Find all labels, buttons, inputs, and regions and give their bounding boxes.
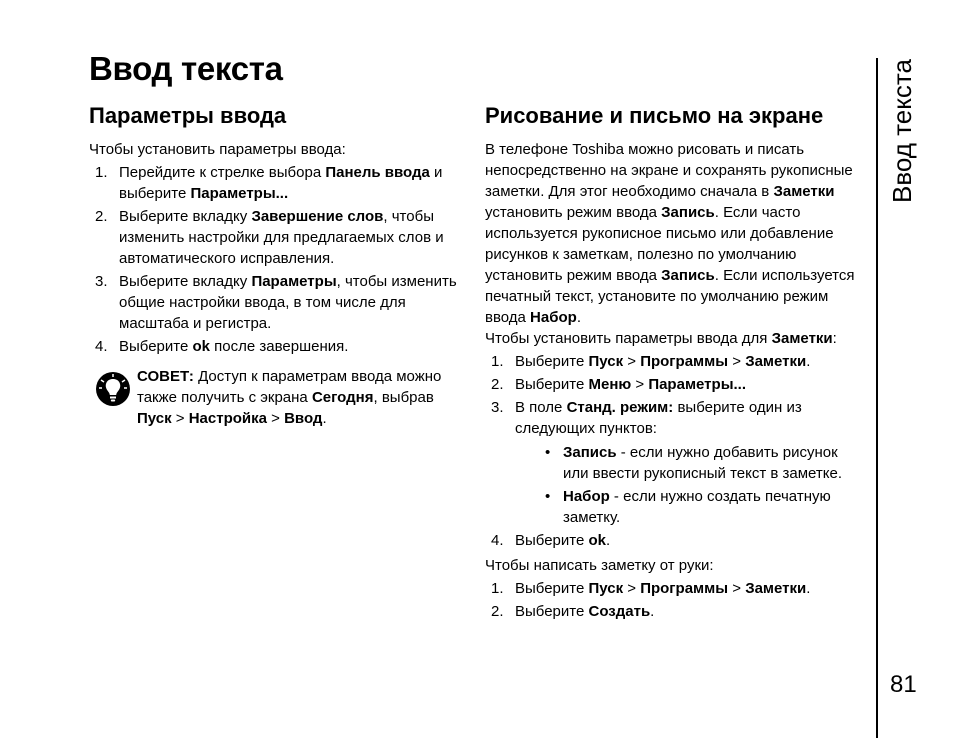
- list-item: [485, 397, 863, 528]
- para-text: В телефоне Toshiba можно рисовать и писать непосредственно на экране и сохранять рукописные заметки. Для этог необходимо сначала в: [485, 141, 853, 200]
- tip-bold: Ввод: [284, 410, 323, 427]
- tip-text: .: [322, 410, 327, 427]
- step-text: Выберите: [515, 603, 589, 620]
- list-item: [485, 578, 863, 599]
- bullet-item: [533, 486, 863, 528]
- para-bold: Заметки: [773, 183, 835, 200]
- step-text: , чтобы изменить настройки для предлагаемых слов и автоматического исправления.: [119, 208, 444, 267]
- step-text: Выберите: [119, 338, 193, 355]
- list-item: [89, 336, 469, 357]
- list-item: [485, 351, 863, 372]
- bullet-bold: Набор: [563, 488, 610, 505]
- step-text: выберите один из следующих пунктов:: [515, 399, 802, 437]
- step-bold: Параметры...: [648, 376, 747, 393]
- list-item: [89, 271, 469, 334]
- notes-options-steps: [485, 351, 863, 551]
- step-text: .: [650, 603, 655, 620]
- page-title: Ввод текста: [89, 50, 283, 87]
- path-separator: >: [728, 580, 746, 597]
- intro-span: :: [832, 330, 837, 347]
- tip-text: , выбрав: [373, 389, 434, 406]
- intro-text: Чтобы написать заметку от руки:: [485, 557, 714, 574]
- list-item: [89, 206, 469, 269]
- bullet-mark: •: [545, 488, 551, 505]
- step-text: Выберите: [515, 580, 589, 597]
- step-bold: ok: [192, 338, 210, 355]
- step-bold: Заметки: [745, 580, 807, 597]
- step-bold: Станд. режим:: [566, 399, 674, 416]
- section-heading-input-options: Параметры ввода: [89, 103, 287, 128]
- step-number: 1.: [95, 164, 108, 181]
- para-text: . Если используется печатный текст, установите по умолчанию режим ввода: [485, 267, 855, 326]
- step-text: В поле: [515, 399, 567, 416]
- step-number: 2.: [491, 376, 504, 393]
- list-item: [485, 601, 863, 622]
- tip-label: СОВЕТ:: [137, 368, 194, 385]
- section-heading-drawing: Рисование и письмо на экране: [485, 103, 824, 128]
- tip-bold: Пуск: [137, 410, 172, 427]
- handwriting-steps: [485, 578, 863, 622]
- step-number: 4.: [491, 532, 504, 549]
- bullet-item: [533, 442, 863, 484]
- list-item: [89, 162, 469, 204]
- intro-span: Чтобы установить параметры ввода для: [485, 330, 772, 347]
- path-separator: >: [631, 376, 649, 393]
- step-number: 4.: [95, 338, 108, 355]
- step-bold: Пуск: [588, 580, 624, 597]
- step-bold: Заметки: [745, 353, 807, 370]
- bullet-text: - если нужно добавить рисунок или ввести рукописный текст в заметке.: [563, 444, 843, 482]
- bullet-text: - если нужно создать печатную заметку.: [563, 488, 831, 526]
- step-text: Выберите: [515, 376, 589, 393]
- path-separator: >: [728, 353, 746, 370]
- step-bold: Программы: [640, 580, 729, 597]
- tip-bold: Сегодня: [311, 389, 374, 406]
- step-text: , чтобы изменить общие настройки ввода, в том числе для масштаба и регистра.: [119, 273, 457, 332]
- path-separator: >: [623, 580, 641, 597]
- para-text: .: [576, 309, 581, 326]
- step-text: Перейдите к стрелке выбора: [119, 164, 326, 181]
- step-bold: ok: [588, 532, 606, 549]
- para-text: установить режим ввода: [485, 204, 662, 221]
- step-text: .: [806, 353, 811, 370]
- input-options-steps: [89, 162, 469, 357]
- step-number: 1.: [491, 353, 504, 370]
- bullet-bold: Запись: [563, 444, 617, 461]
- intro-text: Чтобы установить параметры ввода:: [89, 141, 346, 158]
- chapter-divider-line: [876, 58, 878, 738]
- step-bold: Создать: [588, 603, 651, 620]
- lightbulb-icon: [95, 371, 131, 407]
- step-text: Выберите: [515, 353, 589, 370]
- tip-bold: Настройка: [188, 410, 267, 427]
- step-bold: Панель ввода: [325, 164, 430, 181]
- description-paragraph: [485, 139, 863, 328]
- left-column: [89, 101, 469, 429]
- list-item: [485, 374, 863, 395]
- step-number: 3.: [95, 273, 108, 290]
- step-number: 1.: [491, 580, 504, 597]
- page-number: 81: [890, 671, 917, 698]
- intro-bold: Заметки: [771, 330, 833, 347]
- step-bold: Пуск: [588, 353, 624, 370]
- para-text: . Если часто используется рукописное письмо или добавление рисунков к заметкам, полезно по умолчанию установить режим ввода: [485, 204, 834, 284]
- path-separator: >: [171, 410, 189, 427]
- step-bold: Завершение слов: [251, 208, 384, 225]
- path-separator: >: [623, 353, 641, 370]
- step-bold: Параметры...: [190, 185, 289, 202]
- path-separator: >: [266, 410, 285, 427]
- step-text: .: [606, 532, 611, 549]
- step-text: после завершения.: [210, 338, 349, 355]
- list-item: [485, 530, 863, 551]
- tip-box: [89, 366, 469, 429]
- chapter-side-label: Ввод текста: [887, 59, 917, 203]
- step-number: 3.: [491, 399, 504, 416]
- tip-text: Доступ к параметрам ввода можно также получить с экрана: [137, 368, 442, 406]
- para-bold: Запись: [661, 204, 715, 221]
- step-bold: Меню: [588, 376, 632, 393]
- step-text: Выберите вкладку: [119, 208, 252, 225]
- step-bold: Параметры: [251, 273, 337, 290]
- step-text: Выберите: [515, 532, 589, 549]
- step-number: 2.: [491, 603, 504, 620]
- step-number: 2.: [95, 208, 108, 225]
- para-bold: Набор: [530, 309, 577, 326]
- step-text: Выберите вкладку: [119, 273, 252, 290]
- mode-options-list: [515, 442, 863, 528]
- step-bold: Программы: [640, 353, 729, 370]
- para-bold: Запись: [661, 267, 715, 284]
- bullet-mark: •: [545, 444, 551, 461]
- step-text: и выберите: [119, 164, 443, 202]
- right-column: [485, 101, 863, 624]
- intro-text: [485, 328, 863, 349]
- step-text: .: [806, 580, 811, 597]
